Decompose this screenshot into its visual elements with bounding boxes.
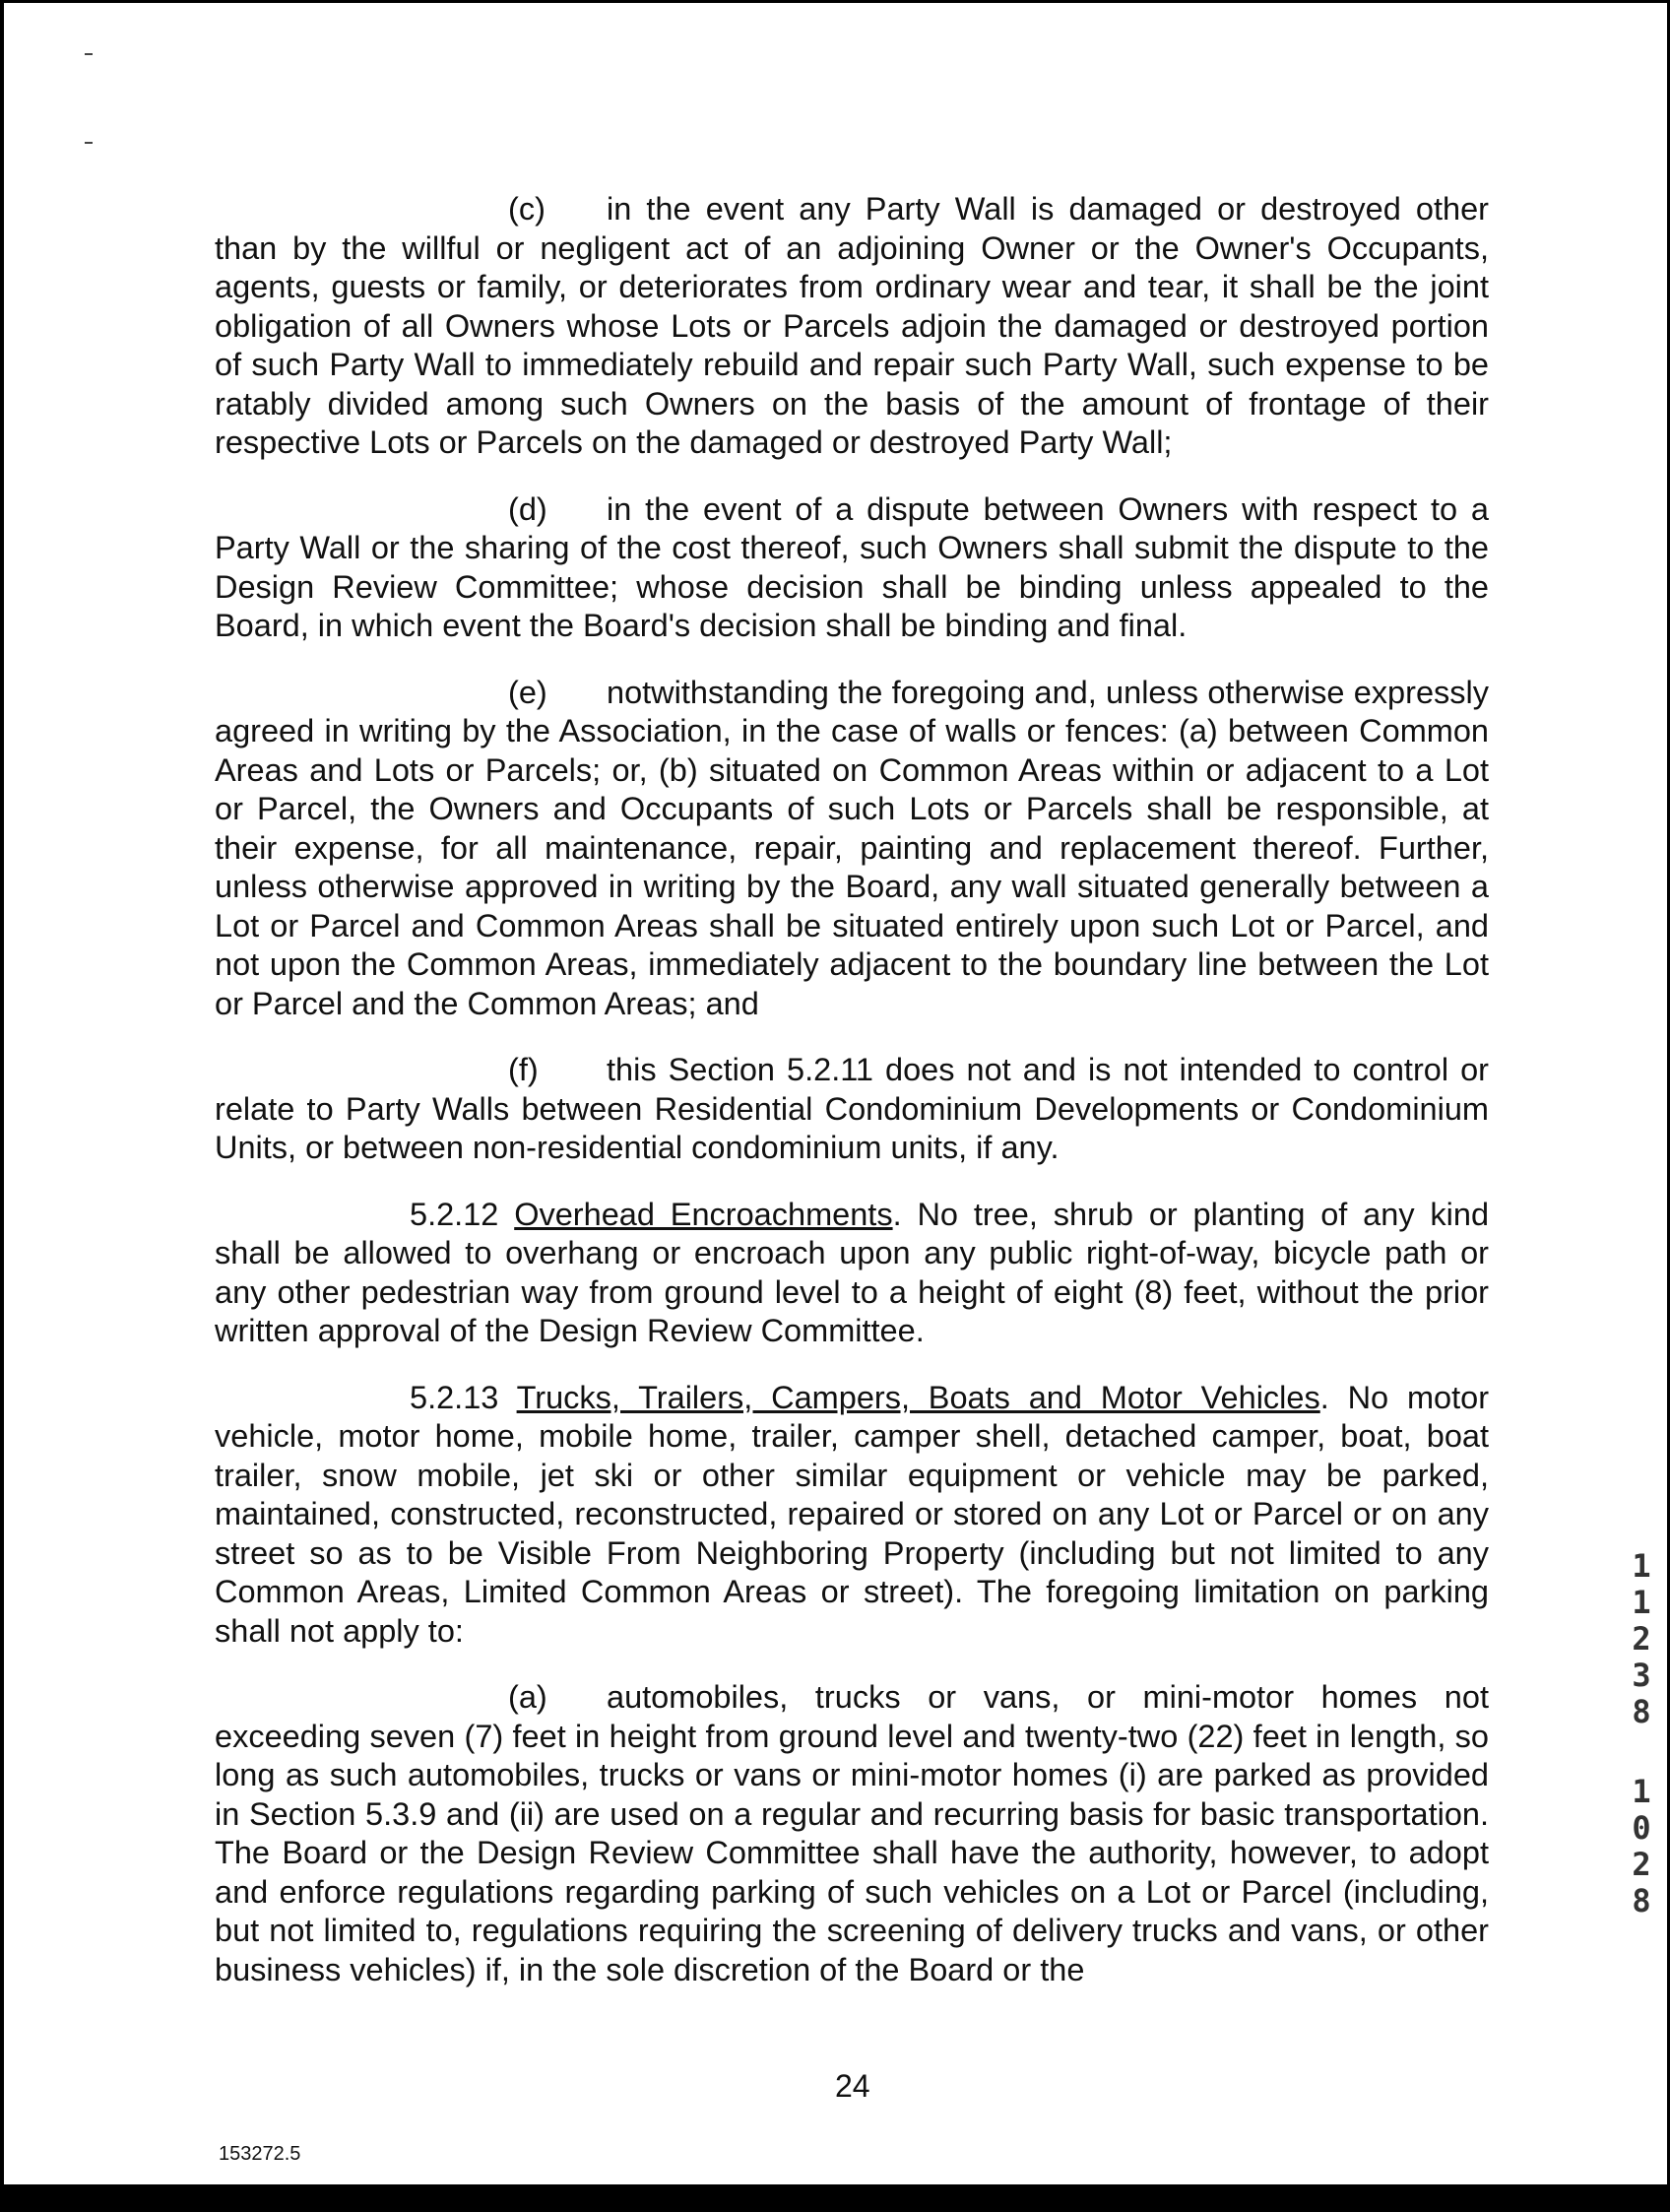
document-body xyxy=(215,190,1489,1989)
list-marker: (a) xyxy=(508,1679,547,1715)
page-border-left xyxy=(0,0,4,2212)
section-number: 5.2.13 xyxy=(410,1379,499,1415)
document-id: 153272.5 xyxy=(219,2143,301,2165)
page-number: 24 xyxy=(835,2068,870,2104)
stamp-digit: 2 xyxy=(1632,1620,1651,1658)
stamp-group xyxy=(1625,1548,1658,1730)
scan-mark xyxy=(85,142,93,144)
stamp-digit: 3 xyxy=(1632,1657,1651,1694)
stamp-digit: 2 xyxy=(1632,1846,1651,1883)
section-heading: Overhead Encroachments xyxy=(514,1196,893,1232)
page-border-bottom xyxy=(0,2184,1670,2212)
stamp-digit: 0 xyxy=(1632,1809,1651,1847)
margin-stamp xyxy=(1625,1548,1658,1963)
list-marker: (d) xyxy=(508,490,547,527)
paragraph-text: in the event any Party Wall is damaged or destroyed other than by the willful or negligent act of an adjoining Owner or the Owner's Occupants, agents, guests or family, or deteriorates from ordinary wear and tear, it shall be the joint obligation of all Owners whose Lots or Parcels adjoin the damaged or destroyed portion of such Party Wall to immediately rebuild and repair such Party Wall, such expense to be ratably divided among such Owners on the basis of the amount of frontage of their respective Lots or Parcels on the damaged or destroyed Party Wall; xyxy=(215,191,1489,460)
paragraph-text: this Section 5.2.11 does not and is not intended to control or relate to Party Walls between Residential Condominium Developments or Condominium Units, or between non-residential condominium units, if any. xyxy=(215,1052,1489,1165)
list-marker: (c) xyxy=(508,191,546,227)
stamp-digit: 1 xyxy=(1632,1584,1651,1621)
paragraph-f xyxy=(215,1051,1489,1168)
stamp-digit: 1 xyxy=(1632,1547,1651,1585)
stamp-digit: 1 xyxy=(1632,1773,1651,1810)
list-marker: (e) xyxy=(508,674,547,710)
paragraph-text: No motor vehicle, motor home, mobile home, trailer, camper shell, detached camper, boat, boat trailer, snow mobile, jet ski or other similar equipment or vehicle may be parked, maintained, constructed, reconstructed, repaired or stored on any Lot or Parcel or on any street so as to be Visible From Neighboring Property (including but not limited to any Common Areas, Limited Common Areas or street). The foregoing limitation on parking shall not apply to: xyxy=(215,1379,1490,1649)
paragraph-d xyxy=(215,490,1489,646)
scan-mark xyxy=(85,53,93,55)
paragraph-text: notwithstanding the foregoing and, unless otherwise expressly agreed in writing by the Association, in the case of walls or fences: (a) between Common Areas and Lots or Parcels; or, (b) situated on Common Areas within or adjacent to a Lot or Parcel, the Owners and Occupants of such Lots or Parcels shall be responsible, at their expense, for all maintenance, repair, painting and replacement thereof. Further, unless otherwise approved in writing by the Board, any wall situated generally between a Lot or Parcel and Common Areas shall be situated entirely upon such Lot or Parcel, and not upon the Common Areas, immediately adjacent to the boundary line between the Lot or Parcel and the Common Areas; and xyxy=(215,674,1489,1021)
section-5-2-12: 5.2.12 Overhead Encroachments. No tree, shrub or planting of any kind shall be allowed to overhang or encroach upon any public right-of-way, bicycle path or any other pedestrian way from ground level to a height of eight (8) feet, without the prior written approval of the Design Review Committee. xyxy=(215,1196,1490,1348)
stamp-group xyxy=(1625,1774,1658,1919)
paragraph-text: automobiles, trucks or vans, or mini-motor homes not exceeding seven (7) feet in height from ground level and twenty-two (22) feet in length, so long as such automobiles, trucks or vans or mini-motor homes (i) are parked as provided in Section 5.3.9 and (ii) are used on a regular and recurring basis for basic transportation. The Board or the Design Review Committee shall have the authority, however, to adopt and enforce regulations regarding parking of such vehicles on a Lot or Parcel (including, but not limited to, regulations requiring the screening of delivery trucks and vans, or other business vehicles) if, in the sole discretion of the Board or the xyxy=(215,1679,1489,1987)
section-5-2-13: 5.2.13 Trucks, Trailers, Campers, Boats and Motor Vehicles. No motor vehicle, motor home, mobile home, trailer, camper shell, detached camper, boat, boat trailer, snow mobile, jet ski or other similar equipment or vehicle may be parked, maintained, constructed, reconstructed, repaired or stored on any Lot or Parcel or on any street so as to be Visible From Neighboring Property (including but not limited to any Common Areas, Limited Common Areas or street). The foregoing limitation on parking shall not apply to: xyxy=(215,1379,1490,1649)
paragraph-c xyxy=(215,190,1489,463)
section-heading: Trucks, Trailers, Campers, Boats and Motor Vehicles xyxy=(516,1379,1320,1415)
paragraph-text: in the event of a dispute between Owners with respect to a Party Wall or the sharing of the cost thereof, such Owners shall submit the dispute to the Design Review Committee; whose decision shall be binding unless appealed to the Board, in which event the Board's decision shall be binding and final. xyxy=(215,490,1489,643)
list-marker: (f) xyxy=(508,1052,539,1087)
stamp-digit: 8 xyxy=(1632,1882,1651,1919)
paragraph-e xyxy=(215,674,1489,1024)
paragraph-a xyxy=(215,1678,1489,1989)
page-border-top xyxy=(0,0,1670,3)
paragraph-text: No tree, shrub or planting of any kind shall be allowed to overhang or encroach upon any public right-of-way, bicycle path or any other pedestrian way from ground level to a height of eight (8) feet, without the prior written approval of the Design Review Committee. xyxy=(215,1196,1490,1348)
stamp-digit: 8 xyxy=(1632,1693,1651,1730)
section-number: 5.2.12 xyxy=(410,1196,499,1232)
